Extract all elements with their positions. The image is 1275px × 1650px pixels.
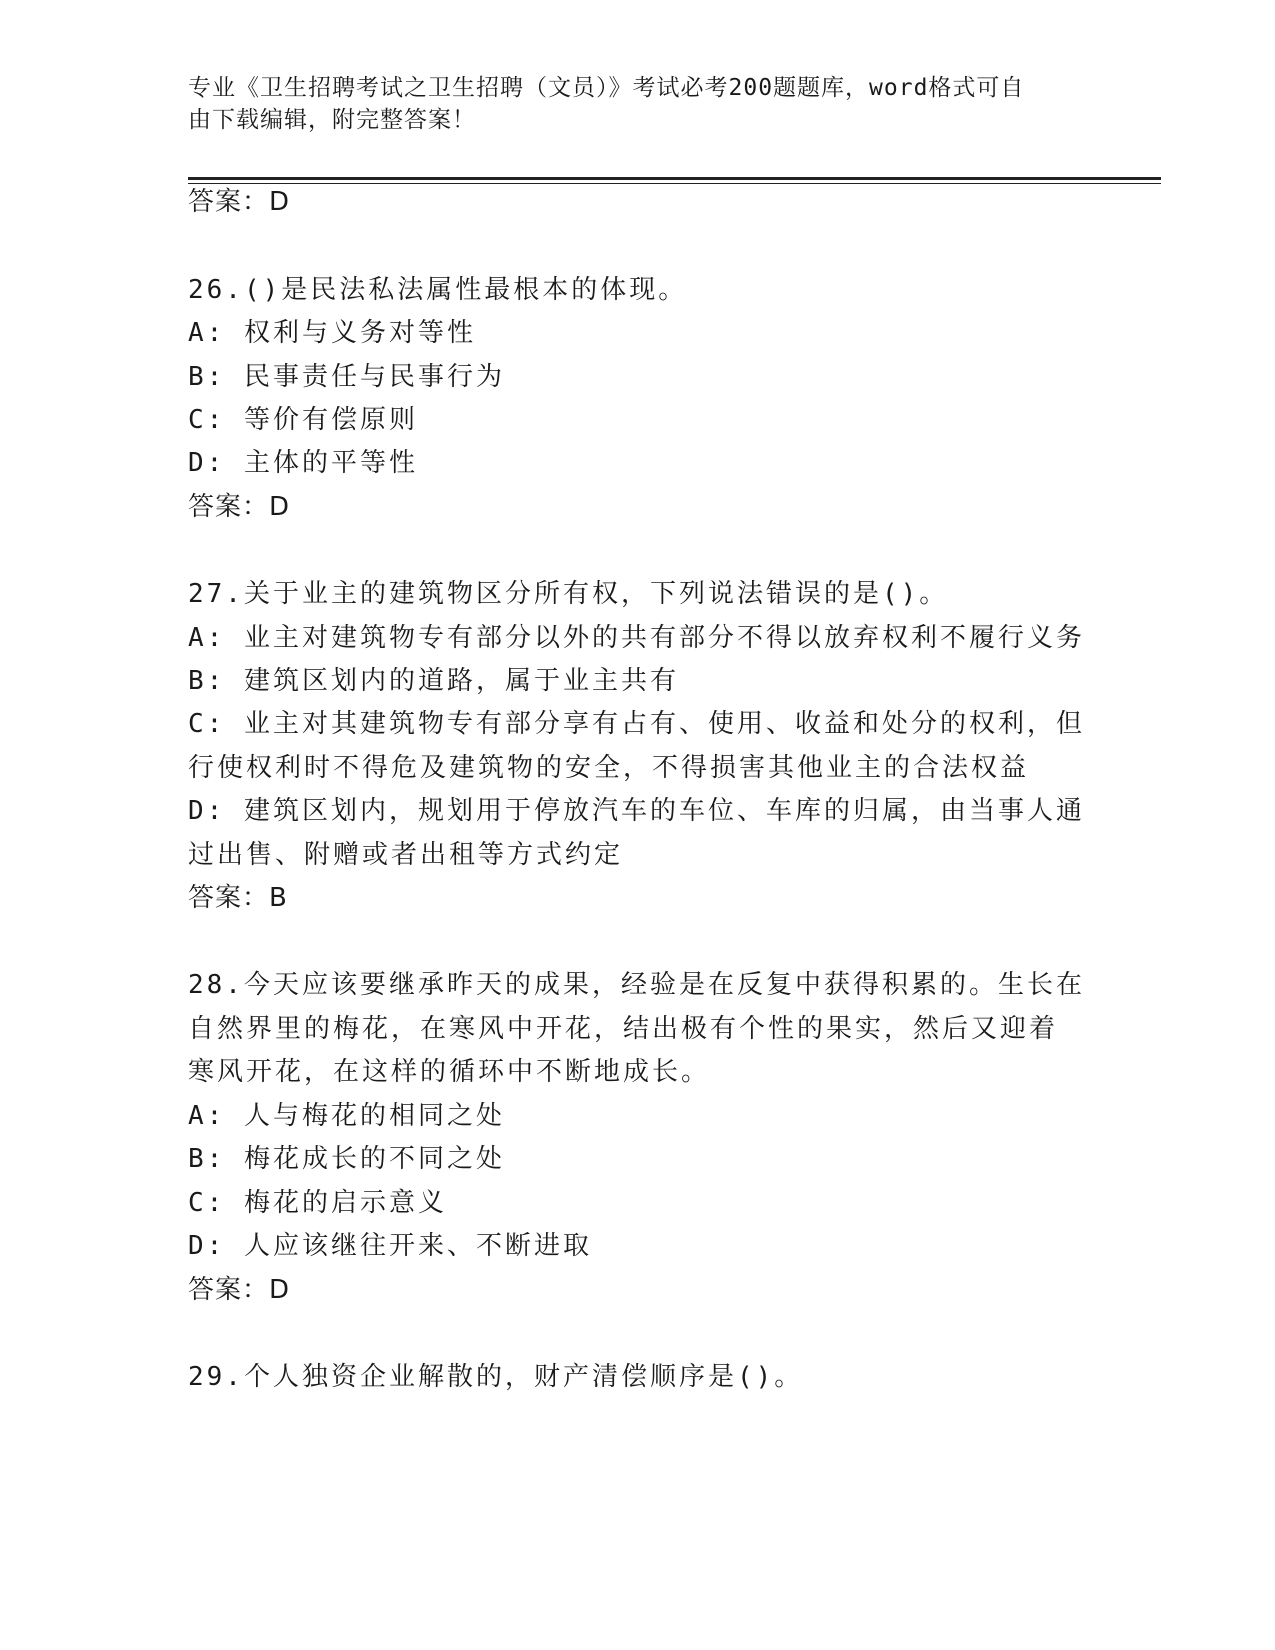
previous-answer: 答案：D — [188, 187, 291, 217]
question-27-option-b: B: 建筑区划内的道路，属于业主共有 — [188, 666, 679, 696]
question-28-option-b: B: 梅花成长的不同之处 — [188, 1144, 505, 1174]
question-28-option-d: D: 人应该继往开来、不断进取 — [188, 1231, 592, 1261]
question-26-option-a: A: 权利与义务对等性 — [188, 318, 476, 348]
question-28-stem-line-3: 寒风开花，在这样的循环中不断地成长。 — [188, 1057, 711, 1087]
question-28-stem-line-2: 自然界里的梅花，在寒风中开花，结出极有个性的果实，然后又迎着 — [188, 1014, 1059, 1044]
header-line-2: 由下载编辑，附完整答案！ — [188, 107, 476, 133]
question-26-stem: 26.()是民法私法属性最根本的体现。 — [188, 275, 688, 305]
question-26-option-d: D: 主体的平等性 — [188, 448, 418, 478]
question-29-stem: 29.个人独资企业解散的，财产清偿顺序是()。 — [188, 1362, 804, 1392]
header-line-1: 专业《卫生招聘考试之卫生招聘（文员）》考试必考200题题库，word格式可自 — [188, 75, 1025, 101]
header-divider-thick — [188, 177, 1161, 180]
question-28-stem-line-1: 28.今天应该要继承昨天的成果，经验是在反复中获得积累的。生长在 — [188, 970, 1085, 1000]
question-27-option-a: A: 业主对建筑物专有部分以外的共有部分不得以放弃权利不履行义务 — [188, 623, 1085, 653]
question-26-option-b: B: 民事责任与民事行为 — [188, 362, 505, 392]
question-28-answer: 答案：D — [188, 1275, 291, 1305]
question-27-option-c-line-1: C: 业主对其建筑物专有部分享有占有、使用、收益和处分的权利，但 — [188, 709, 1085, 739]
question-26-option-c: C: 等价有偿原则 — [188, 405, 418, 435]
question-28-option-c: C: 梅花的启示意义 — [188, 1188, 447, 1218]
document-header — [188, 72, 1068, 136]
question-26-answer: 答案：D — [188, 492, 291, 522]
question-27-option-c-line-2: 行使权利时不得危及建筑物的安全，不得损害其他业主的合法权益 — [188, 753, 1030, 783]
header-divider-thin — [188, 183, 1161, 184]
question-27-stem: 27.关于业主的建筑物区分所有权，下列说法错误的是()。 — [188, 579, 949, 609]
question-27-option-d-line-1: D: 建筑区划内，规划用于停放汽车的车位、车库的归属，由当事人通 — [188, 796, 1085, 826]
question-28-option-a: A: 人与梅花的相同之处 — [188, 1101, 505, 1131]
question-27-answer: 答案：B — [188, 883, 288, 913]
question-27-option-d-line-2: 过出售、附赠或者出租等方式约定 — [188, 840, 624, 870]
